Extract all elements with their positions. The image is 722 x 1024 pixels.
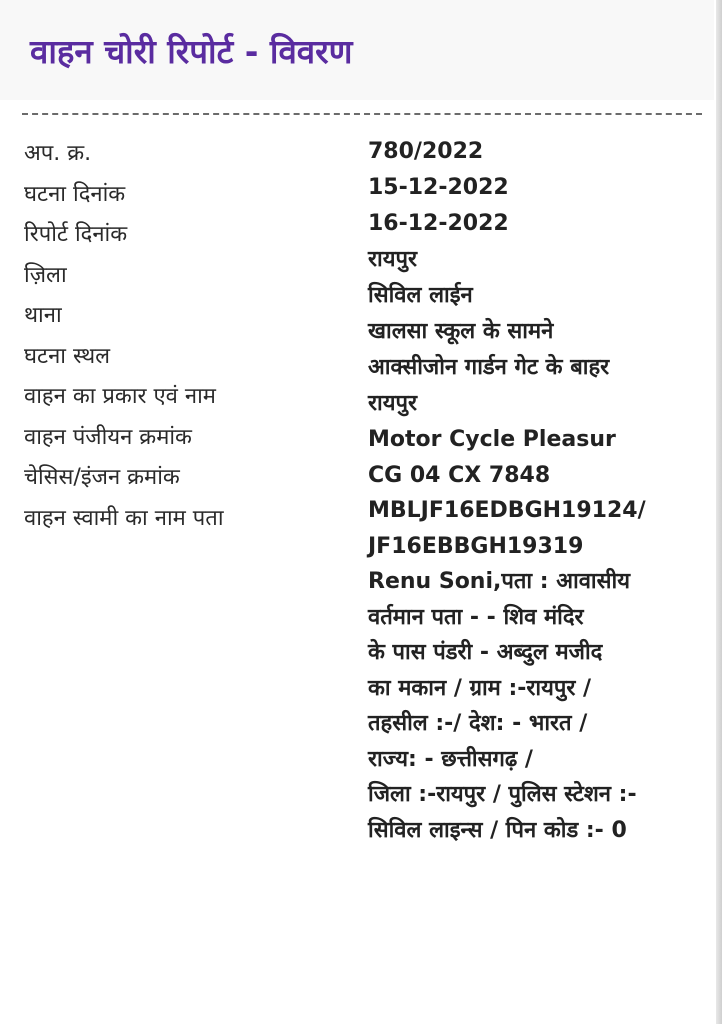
value-owner-line-1: Renu Soni,पता : आवासीय [368, 569, 630, 594]
value-chassis-line-2: JF16EBBGH19319 [368, 533, 584, 559]
header-bar [0, 0, 714, 100]
value-location-line-1: खालसा स्कूल के सामने [368, 319, 554, 344]
label-report-date: रिपोर्ट दिनांक [24, 222, 128, 247]
value-location-line-2: आक्सीजोन गार्डन गेट के बाहर [368, 355, 610, 380]
label-incident-date: घटना दिनांक [24, 181, 126, 207]
value-owner-line-7: जिला :-रायपुर / पुलिस स्टेशन :- [368, 782, 637, 807]
value-vehicle-type-name: Motor Cycle Pleasur [368, 427, 616, 452]
label-vehicle-type-name: वाहन का प्रकार एवं नाम [24, 384, 216, 409]
value-registration-no: CG 04 CX 7848 [368, 462, 551, 488]
value-report-date: 16-12-2022 [368, 211, 509, 236]
label-district: ज़िला [24, 262, 67, 288]
dashed-divider [22, 113, 702, 115]
value-owner-line-8: सिविल लाइन्स / पिन कोड :- 0 [368, 817, 627, 843]
value-location-line-3: रायपुर [368, 391, 417, 416]
label-chassis-engine-no: चेसिस/इंजन क्रमांक [24, 465, 180, 490]
label-owner-name-address: वाहन स्वामी का नाम पता [24, 505, 224, 531]
value-incident-date: 15-12-2022 [368, 175, 509, 200]
value-chassis-line-1: MBLJF16EDBGH19124/ [368, 498, 646, 523]
label-police-station: थाना [24, 303, 62, 328]
value-district: रायपुर [368, 247, 417, 272]
value-owner-line-6: राज्य: - छत्तीसगढ़ / [368, 746, 533, 772]
field-labels-list [24, 138, 344, 543]
label-incident-location: घटना स्थल [24, 343, 111, 369]
scroll-edge [716, 0, 722, 1024]
value-fir-no: 780/2022 [368, 139, 484, 164]
label-fir-no: अप. क्र. [24, 141, 92, 166]
value-owner-line-3: के पास पंडरी - अब्दुल मजीद [368, 640, 603, 665]
label-registration-no: वाहन पंजीयन क्रमांक [24, 424, 192, 450]
value-owner-line-5: तहसील :-/ देश: - भारत / [368, 711, 588, 736]
field-values-column [368, 134, 703, 848]
page-title: वाहन चोरी रिपोर्ट - विवरण [30, 32, 353, 71]
value-owner-line-4: का मकान / ग्राम :-रायपुर / [368, 675, 592, 701]
value-owner-line-2: वर्तमान पता - - शिव मंदिर [368, 604, 584, 630]
value-police-station: सिविल लाईन [368, 283, 473, 308]
